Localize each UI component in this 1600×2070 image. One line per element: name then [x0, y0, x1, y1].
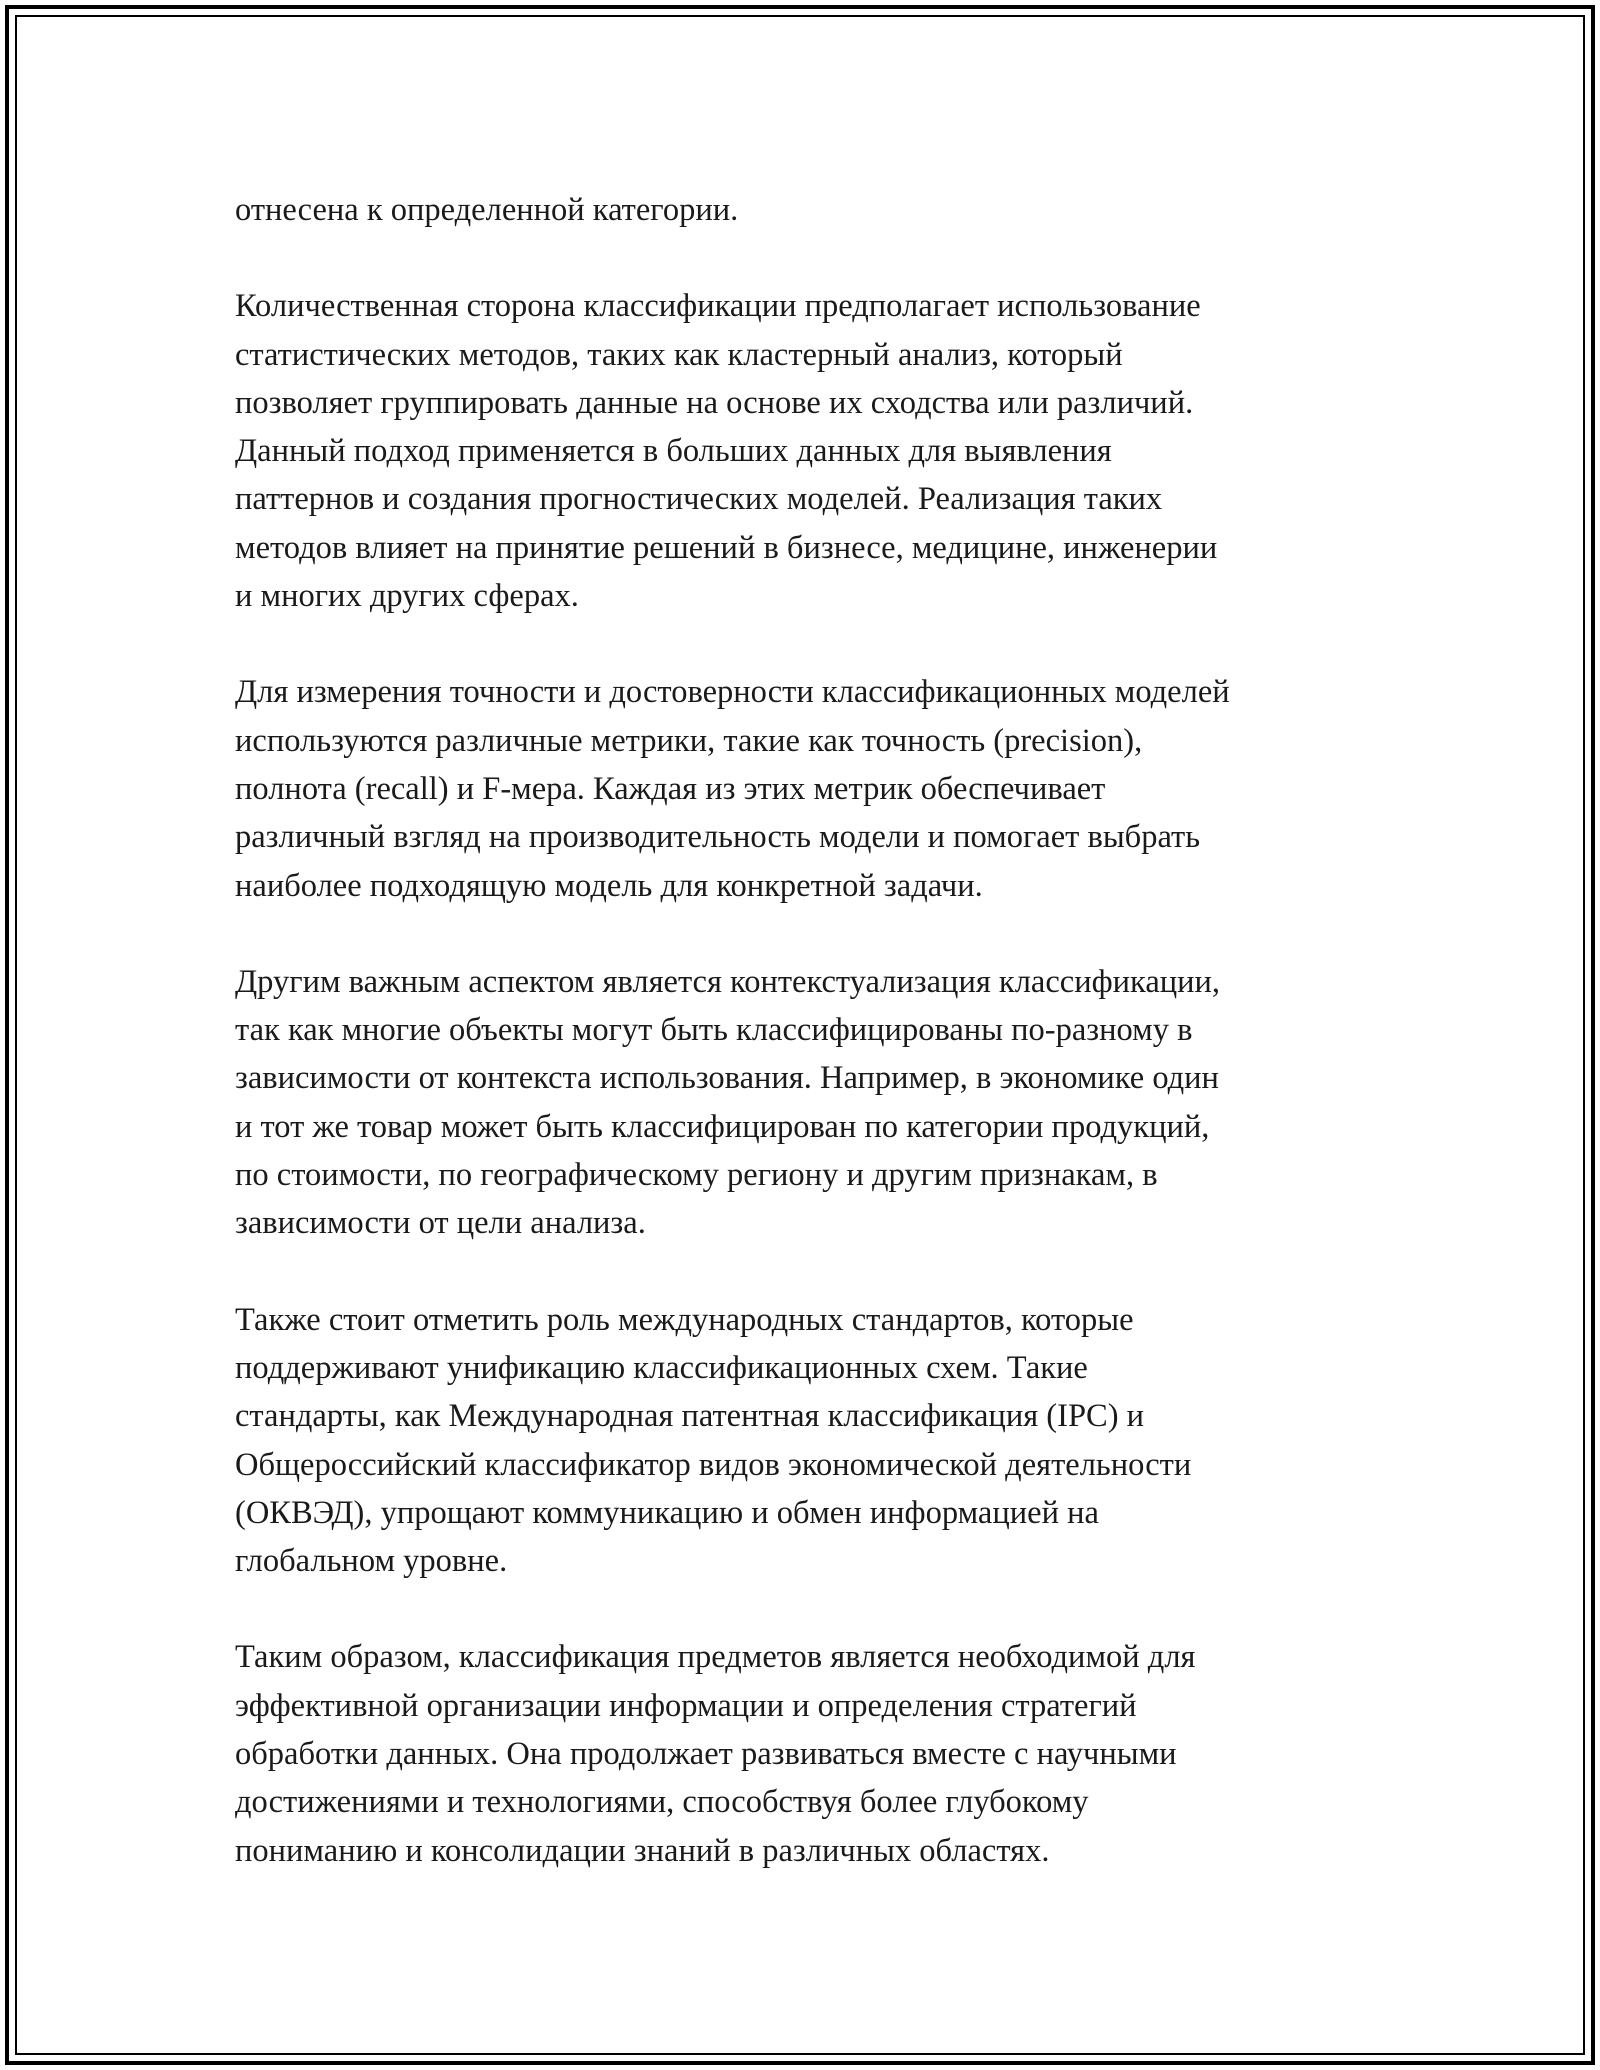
- paragraph-standards: Также стоит отметить роль международных стандартов, которые поддерживают унификацию классификационных схем. Такие стандарты, как Международная патентная классификация (IPC) и Общероссийский классификатор видов экономической деятельности (ОКВЭД), упрощают коммуникацию и обмен информацией на глобальном уровне.: [235, 1301, 1192, 1580]
- paragraph-metrics: Для измерения точности и достоверности классификационных моделей используются различные метрики, такие как точность (precision), полнота (recall) и F-мера. Каждая из этих метрик обеспечивает различный взгляд на производительность модели и помогает выбрать наиболее подходящую модель для конкретной задачи.: [235, 674, 1230, 904]
- paragraph-contextualization: Другим важным аспектом является контекстуализация классификации, так как многие объекты могут быть классифицированы по-разному в зависимости от контекста использования. Например, в экономике один и тот же товар может быть классифицирован по категории продукций, по стоимости, по географическому региону и другим признакам, в зависимости от цели анализа.: [235, 963, 1221, 1242]
- paragraph-conclusion: Таким образом, классификация предметов является необходимой для эффективной организации информации и определения стратегий обработки данных. Она продолжает развиваться вместе с научными достижениями и технологиями, способствуя более глубокому пониманию и консолидации знаний в различных областях.: [235, 1639, 1196, 1869]
- paragraph-quantitative-classification: Количественная сторона классификации предполагает использование статистических методов, таких как кластерный анализ, который позволяет группировать данные на основе их сходства или различий. Данный подход применяется в больших данных для выявления паттернов и создания прогностических моделей. Реализация таких методов влияет на принятие решений в бизнесе, медицине, инженерии и многих других сферах.: [235, 288, 1218, 615]
- paragraph-continuation: отнесена к определенной категории.: [235, 192, 739, 228]
- document-body: [235, 186, 1375, 1923]
